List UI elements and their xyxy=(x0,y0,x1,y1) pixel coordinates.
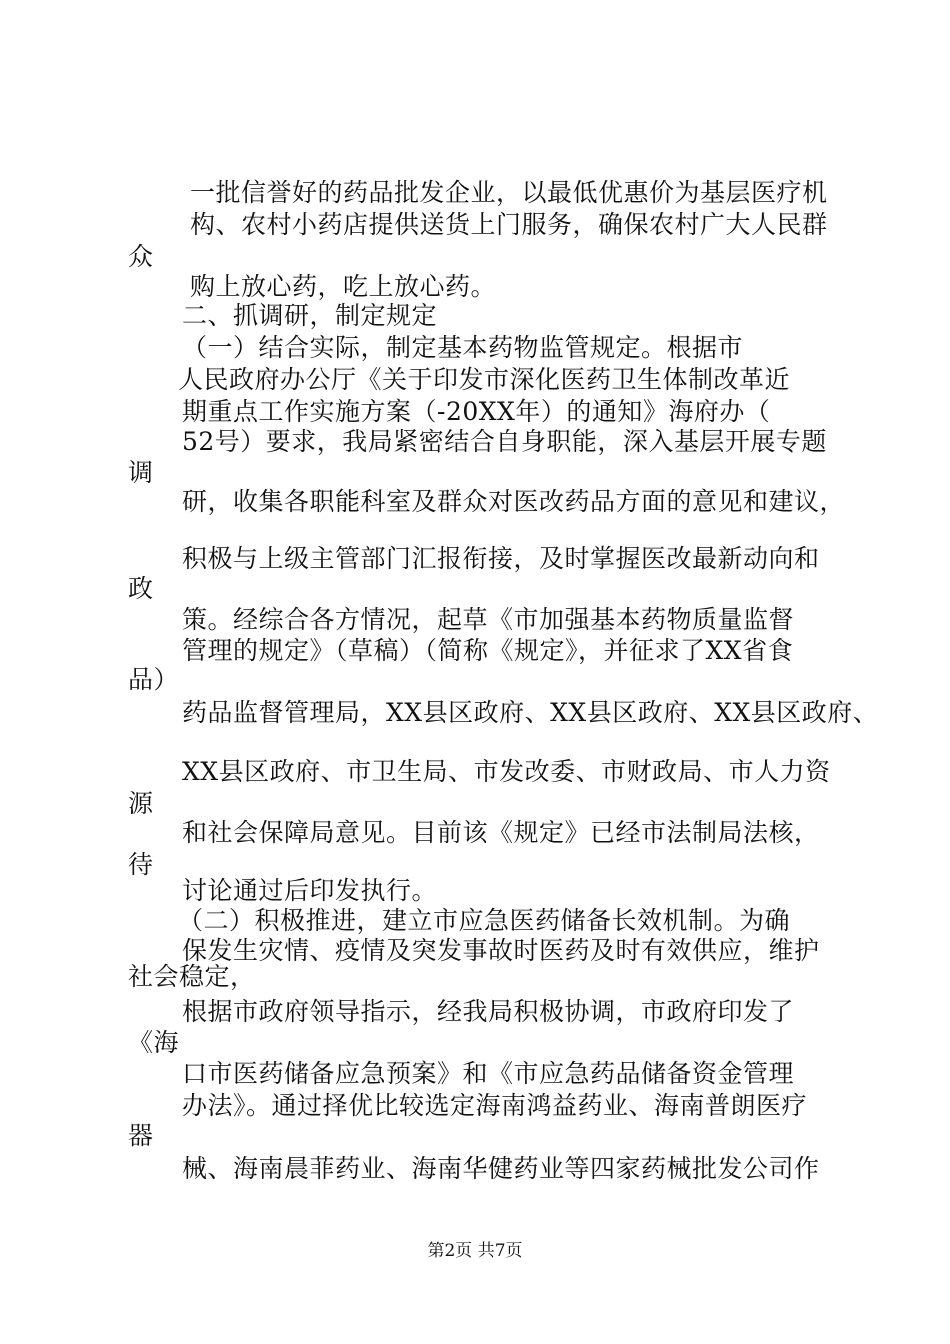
body-line: 人民政府办公厅《关于印发市深化医药卫生体制改革近 xyxy=(178,365,791,394)
body-line: 讨论通过后印发执行。 xyxy=(182,876,438,905)
body-line: 待 xyxy=(128,850,154,879)
body-line: 一批信誉好的药品批发企业，以最低优惠价为基层医疗机 xyxy=(190,178,828,207)
body-line: 器 xyxy=(128,1121,154,1150)
body-line: 根据市政府领导指示，经我局积极协调，市政府印发了 xyxy=(182,997,795,1026)
body-line: 调 xyxy=(128,458,154,487)
body-line: XX县区政府、市卫生局、市发改委、市财政局、市人力资 xyxy=(182,757,831,786)
body-line: 政 xyxy=(128,574,154,603)
body-line: 和社会保障局意见。目前该《规定》已经市法制局法核， xyxy=(182,818,820,847)
body-line: 期重点工作实施方案（-20XX年）的通知》海府办（ xyxy=(182,397,771,426)
body-line: 械、海南晨菲药业、海南华健药业等四家药械批发公司作 xyxy=(182,1154,820,1183)
body-line: 构、农村小药店提供送货上门服务，确保农村广大人民群 xyxy=(190,210,828,239)
body-line: 积极与上级主管部门汇报衔接，及时掌握医改最新动向和 xyxy=(182,544,820,573)
body-line: 口市医药储备应急预案》和《市应急药品储备资金管理 xyxy=(182,1059,795,1088)
body-line: （二）积极推进，建立市应急医药储备长效机制。为确 xyxy=(178,906,791,935)
body-line: 管理的规定》（草稿）（简称《规定》，并征求了XX省食 xyxy=(182,636,794,665)
body-line: 保发生灾情、疫情及突发事故时医药及时有效供应，维护 xyxy=(182,936,820,965)
body-line: 研，收集各职能科室及群众对医改药品方面的意见和建议， xyxy=(182,487,846,516)
body-line: （一）结合实际，制定基本药物监管规定。根据市 xyxy=(182,333,744,362)
body-line: 众 xyxy=(128,242,154,271)
section-heading: 二、抓调研，制定规定 xyxy=(182,301,438,330)
body-line: 源 xyxy=(128,789,154,818)
body-line: 办法》。通过择优比较选定海南鸿益药业、海南普朗医疗 xyxy=(182,1091,808,1120)
body-line: 购上放心药，吃上放心药。 xyxy=(190,272,497,301)
body-line: 《海 xyxy=(128,1028,180,1057)
page-number: 第2页 共7页 xyxy=(427,1241,523,1261)
body-line: 52号）要求，我局紧密结合自身职能，深入基层开展专题 xyxy=(182,427,827,456)
body-line: 社会稳定， xyxy=(128,962,256,991)
body-line: 品） xyxy=(128,665,180,694)
body-line: 药品监督管理局，XX县区政府、XX县区政府、XX县区政府、 xyxy=(182,698,879,727)
body-line: 策。经综合各方情况，起草《市加强基本药物质量监督 xyxy=(182,605,795,634)
